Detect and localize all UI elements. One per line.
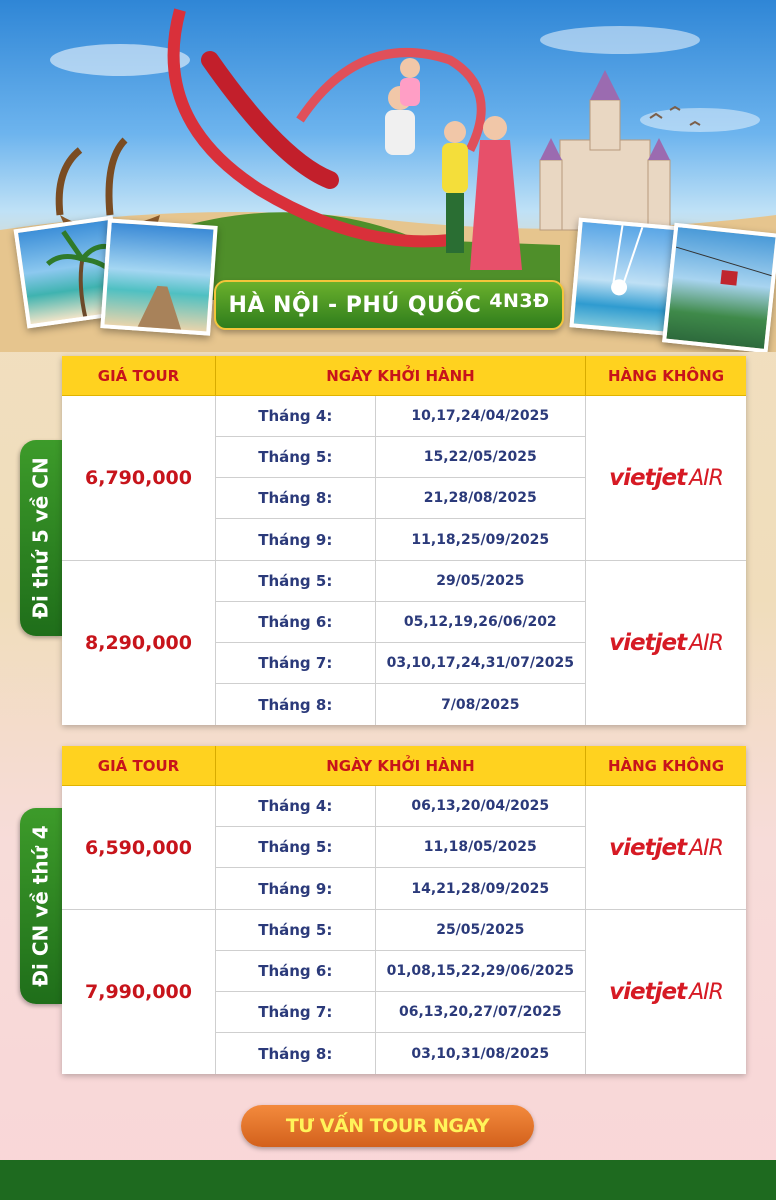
- tour-consult-button[interactable]: TƯ VẤN TOUR NGAY: [241, 1105, 534, 1147]
- price-group: [62, 786, 746, 910]
- tour-price: 6,790,000: [62, 396, 216, 560]
- month-cell: Tháng 7:: [216, 643, 376, 683]
- vietjet-air-logo: [609, 465, 723, 491]
- table-row: [216, 602, 585, 643]
- header-price: GIÁ TOUR: [62, 746, 216, 785]
- dates-cell: 25/05/2025: [436, 922, 525, 938]
- month-cell: Tháng 5:: [216, 561, 376, 601]
- tour-title: HÀ NỘI - PHÚ QUỐC: [228, 292, 482, 318]
- month-cell: Tháng 4:: [216, 786, 376, 826]
- dates-cell: 06,13,20/04/2025: [411, 798, 550, 814]
- table-row: [216, 868, 585, 909]
- vietjet-air-logo: [609, 630, 723, 656]
- dates-cell: 15,22/05/2025: [423, 449, 537, 465]
- airline-logo-main: vietjet: [609, 979, 687, 1005]
- cable-car-icon: [666, 227, 776, 352]
- table-row: [216, 827, 585, 868]
- airline-cell: [586, 786, 746, 909]
- table-row: [216, 643, 585, 684]
- tour-price: 8,290,000: [62, 561, 216, 725]
- table-header: [62, 356, 746, 396]
- month-cell: Tháng 9:: [216, 868, 376, 909]
- month-cell: Tháng 4:: [216, 396, 376, 436]
- header-dates: NGÀY KHỞI HÀNH: [216, 746, 586, 785]
- price-group: [62, 910, 746, 1074]
- vietjet-air-logo: [609, 835, 723, 861]
- airline-cell: [586, 910, 746, 1074]
- month-cell: Tháng 6:: [216, 602, 376, 642]
- tour-price: 6,590,000: [62, 786, 216, 909]
- airline-logo-main: vietjet: [609, 834, 687, 861]
- month-cell: Tháng 9:: [216, 519, 376, 560]
- dates-cell: 10,17,24/04/2025: [411, 408, 550, 424]
- table-row: [216, 992, 585, 1033]
- dates-cell: 03,10,31/08/2025: [411, 1045, 550, 1062]
- table-row: [216, 478, 585, 519]
- month-cell: Tháng 8:: [216, 478, 376, 518]
- tour-price: 7,990,000: [62, 910, 216, 1074]
- airline-logo-suffix: AIR: [689, 980, 723, 1005]
- table-row: [216, 561, 585, 602]
- schedule-1-side-label: [20, 440, 62, 636]
- tour-duration: 4N3Đ: [489, 290, 550, 312]
- footer-bar: [0, 1160, 776, 1200]
- table-row: [216, 1033, 585, 1074]
- header-airline: HÀNG KHÔNG: [607, 756, 725, 775]
- header-dates: NGÀY KHỞI HÀNH: [216, 356, 586, 395]
- airline-logo-suffix: AIR: [689, 466, 723, 491]
- header-price: GIÁ TOUR: [62, 356, 216, 395]
- dates-cell: 06,13,20,27/07/2025: [399, 1004, 562, 1020]
- month-cell: Tháng 8:: [216, 1033, 376, 1074]
- dates-cell: 29/05/2025: [436, 573, 525, 589]
- dates-cell: 03,10,17,24,31/07/2025: [386, 655, 574, 671]
- hero-banner: [0, 0, 776, 352]
- table-row: [216, 684, 585, 725]
- tour-title-banner: [214, 280, 564, 330]
- pier-photo: [100, 218, 217, 335]
- price-group: [62, 396, 746, 561]
- month-cell: Tháng 7:: [216, 992, 376, 1032]
- table-row: [216, 910, 585, 951]
- cable-car-photo: [662, 223, 776, 352]
- dates-cell: 11,18,25/09/2025: [411, 531, 550, 548]
- dates-cell: 21,28/08/2025: [423, 490, 537, 506]
- month-cell: Tháng 5:: [216, 910, 376, 950]
- airline-logo-main: vietjet: [609, 630, 687, 656]
- month-cell: Tháng 6:: [216, 951, 376, 991]
- dates-cell: 7/08/2025: [441, 696, 520, 713]
- month-cell: Tháng 5:: [216, 827, 376, 867]
- table-row: [216, 519, 585, 560]
- pier-icon: [104, 223, 218, 336]
- table-row: [216, 396, 585, 437]
- airline-cell: [586, 396, 746, 560]
- schedule-2-table: [62, 746, 746, 1074]
- table-row: [216, 951, 585, 992]
- airline-logo-suffix: AIR: [689, 631, 723, 656]
- dates-cell: 01,08,15,22,29/06/2025: [386, 963, 574, 979]
- airline-cell: [586, 561, 746, 725]
- schedule-1-side-label-text: Đi thứ 5 về CN: [29, 457, 53, 619]
- schedule-1-table: [62, 356, 746, 725]
- table-row: [216, 437, 585, 478]
- dates-cell: 14,21,28/09/2025: [411, 880, 550, 897]
- schedule-2-side-label: [20, 808, 62, 1004]
- month-cell: Tháng 5:: [216, 437, 376, 477]
- airline-logo-main: vietjet: [609, 465, 687, 491]
- month-cell: Tháng 8:: [216, 684, 376, 725]
- price-group: [62, 561, 746, 725]
- airline-logo-suffix: AIR: [689, 835, 723, 861]
- schedule-2-side-label-text: Đi CN về thứ 4: [29, 825, 53, 987]
- table-header: [62, 746, 746, 786]
- dates-cell: 11,18/05/2025: [423, 839, 537, 855]
- vietjet-air-logo: [609, 979, 723, 1005]
- dates-cell: 05,12,19,26/06/202: [403, 614, 557, 630]
- table-row: [216, 786, 585, 827]
- header-airline: HÀNG KHÔNG: [607, 366, 725, 385]
